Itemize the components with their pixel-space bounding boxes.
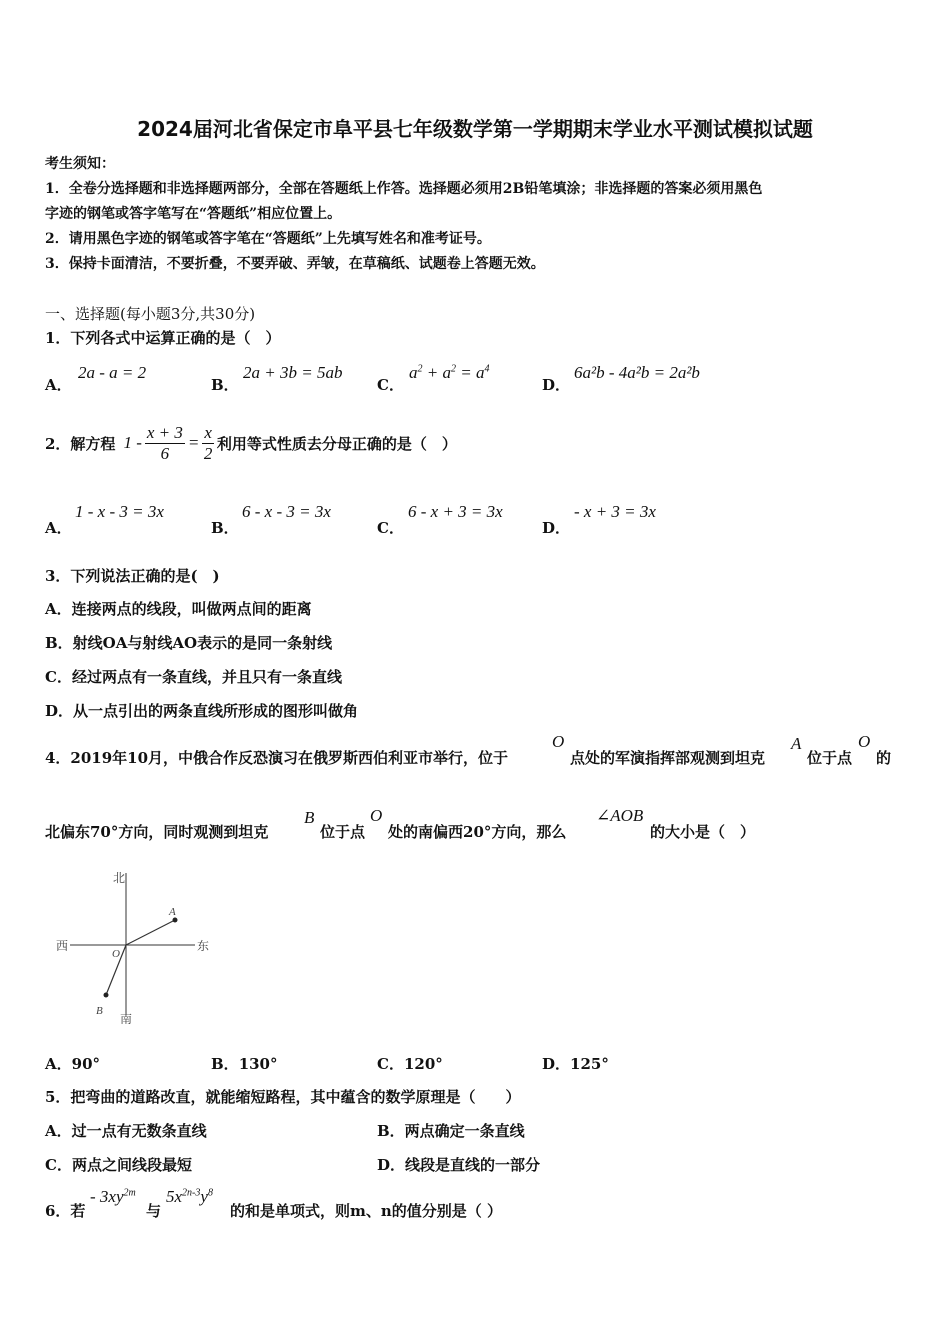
q4-point-b: B	[304, 808, 315, 827]
diagram-north-label: 北	[113, 871, 126, 885]
q3-option-d: D．从一点引出的两条直线所形成的图形叫做角	[45, 702, 359, 720]
diagram-a-label: A	[169, 906, 176, 918]
q2-label-d: D．	[542, 519, 571, 537]
q3-option-a: A．连接两点的线段，叫做两点间的距离	[45, 600, 312, 618]
q2-num-2: x	[204, 422, 212, 442]
notice-line-3: 3．保持卡面清洁，不要折叠，不要弄破、弄皱，在草稿纸、试题卷上答题无效。	[45, 256, 545, 272]
q4-angle: ∠AOB	[596, 806, 644, 825]
q2-eq-lead: 1 -	[123, 433, 142, 452]
diagram-west-label: 西	[56, 939, 69, 953]
notice-heading: 考生须知：	[45, 156, 115, 172]
diagram-b-label: B	[96, 1005, 103, 1017]
direction-diagram	[50, 865, 220, 1030]
q3-option-b: B．射线OA与射线AO表示的是同一条射线	[45, 634, 333, 652]
q4-line1b: 点处的军演指挥部观测到坦克	[570, 749, 766, 767]
q3-stem: 3．下列说法正确的是( )	[45, 567, 220, 585]
diagram-o-label: O	[112, 948, 120, 960]
q2-den-2: 2	[203, 443, 213, 463]
q6-suffix: 的和是单项式，则m、n的值分别是（ ）	[230, 1202, 503, 1220]
q2-option-a: 1 - x - 3 = 3x	[75, 502, 164, 521]
q4-option-c: C．120°	[377, 1055, 443, 1073]
q4-option-d: D．125°	[542, 1055, 609, 1073]
notice-line-1b: 字迹的钢笔或答字笔写在“答题纸”相应位置上。	[45, 206, 342, 222]
q2-stem	[45, 420, 457, 466]
q2-den-1: 6	[160, 443, 170, 463]
q5-option-d: D．线段是直线的一部分	[377, 1156, 541, 1174]
q5-stem: 5．把弯曲的道路改直，就能缩短路程，其中蕴含的数学原理是（ ）	[45, 1088, 521, 1106]
q2-suffix: 利用等式性质去分母正确的是（ ）	[216, 434, 457, 453]
q4-point-a: A	[791, 734, 802, 753]
q2-option-b: 6 - x - 3 = 3x	[242, 502, 331, 521]
q2-num-1: x + 3	[146, 422, 183, 442]
q1-label-d: D．	[542, 376, 571, 394]
diagram-east-label: 东	[197, 939, 210, 953]
q5-option-c: C．两点之间线段最短	[45, 1156, 192, 1174]
q1-label-a: A．	[45, 376, 72, 394]
diagram-south-label: 南	[120, 1012, 133, 1026]
q1-option-a: 2a - a = 2	[78, 363, 147, 382]
q1-option-c: $a^2 + a^2 = a^4$	[409, 363, 490, 382]
q6-prefix: 6．若	[45, 1202, 86, 1220]
q6-mid: 与	[146, 1202, 162, 1220]
q4-point-o-1: O	[552, 732, 565, 751]
q2-option-c: 6 - x + 3 = 3x	[408, 502, 503, 521]
point-b-dot	[104, 993, 109, 998]
q4-line2b: 位于点	[320, 823, 366, 841]
q4-option-b: B．130°	[211, 1055, 278, 1073]
notice-line-1a: 1．全卷分选择题和非选择题两部分，全部在答题纸上作答。选择题必须用2B铅笔填涂；非选择题的答案必须用黑色	[45, 181, 763, 197]
q1-stem: 1．下列各式中运算正确的是（ ）	[45, 329, 281, 347]
q2-label-b: B．	[211, 519, 239, 537]
q6-term-2: $5x^{2n-3}y^8$	[166, 1187, 213, 1206]
q4-point-o-2: O	[858, 732, 871, 751]
q4-line2c: 处的南偏西20°方向，那么	[388, 823, 567, 841]
q2-label-c: C．	[377, 519, 404, 537]
ray-oa	[126, 920, 175, 945]
section-heading: 一、选择题(每小题3分,共30分)	[45, 305, 256, 323]
q4-line1d: 的	[876, 749, 892, 767]
notice-line-2: 2．请用黑色字迹的钢笔或答字笔在“答题纸”上先填写姓名和准考证号。	[45, 231, 491, 247]
q2-option-d: - x + 3 = 3x	[574, 502, 656, 521]
q1-label-b: B．	[211, 376, 239, 394]
q4-line1c: 位于点	[807, 749, 853, 767]
q4-point-o-3: O	[370, 806, 383, 825]
q3-option-c: C．经过两点有一条直线，并且只有一条直线	[45, 668, 342, 686]
q1-label-c: C．	[377, 376, 404, 394]
q1-option-d: 6a²b - 4a²b = 2a²b	[574, 363, 700, 382]
q4-line2d: 的大小是（ ）	[650, 823, 756, 841]
q2-label-a: A．	[45, 519, 72, 537]
q2-fraction-1	[145, 423, 185, 464]
q5-option-b: B．两点确定一条直线	[377, 1122, 525, 1140]
q6-term-1: - $3xy^{2m}$	[90, 1187, 136, 1206]
q4-line1a: 4．2019年10月，中俄合作反恐演习在俄罗斯西伯利亚市举行，位于	[45, 749, 509, 767]
q1-option-b: 2a + 3b = 5ab	[243, 363, 343, 382]
q2-prefix: 2．解方程	[45, 434, 116, 453]
point-a-dot	[173, 918, 178, 923]
q4-option-a: A．90°	[45, 1055, 101, 1073]
q2-fraction-2	[202, 423, 214, 464]
page-title: 2024届河北省保定市阜平县七年级数学第一学期期末学业水平测试模拟试题	[137, 117, 813, 141]
q4-line2a: 北偏东70°方向，同时观测到坦克	[45, 823, 269, 841]
q5-option-a: A．过一点有无数条直线	[45, 1122, 207, 1140]
q2-eq-mid: =	[187, 433, 200, 452]
